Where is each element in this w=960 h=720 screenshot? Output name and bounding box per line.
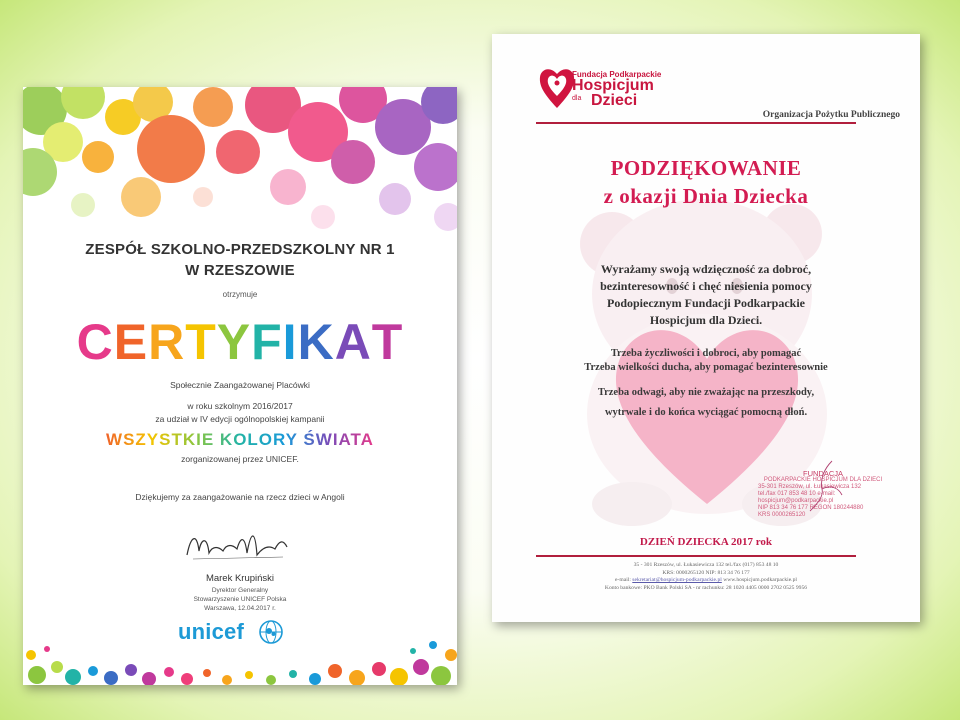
stamp-line: tel./fax 017 853 48 10 e-mail: hospicjum@podkarpackie.pl: [758, 491, 836, 504]
title-letter: E: [113, 314, 149, 370]
contact-bank-account: Konto bankowe: PKO Bank Polski SA - nr rachunku: 28 1020 4405 0000 2702 0525 9956: [604, 584, 808, 591]
email-prefix: e-mail:: [615, 577, 633, 583]
signer-role: Dyrektor Generalny: [211, 587, 269, 594]
quote-line: wytrwale i do końca wyciągać pomocną dłoń.: [604, 407, 808, 418]
title-letter: F: [251, 314, 283, 370]
logo-dla: dla: [572, 95, 582, 102]
contact-registration: KRS: 0000265120 NIP: 813 34 76 177: [662, 569, 750, 576]
title-letter: C: [76, 314, 114, 370]
stamp-title: FUNDACJA: [802, 469, 843, 478]
hospice-thank-you-letter: [492, 34, 920, 622]
organization-type: Organizacja Pożytku Publicznego: [762, 110, 900, 120]
signer-name: Marek Krupiński: [205, 573, 275, 584]
email-link[interactable]: sekretariat@hospicjum-podkarpackie.pl: [632, 577, 722, 583]
letter-title: [516, 154, 896, 210]
title-letter: R: [148, 314, 186, 370]
signer-org: Stowarzyszenie UNICEF Polska: [193, 596, 287, 603]
quote-line: Trzeba odwagi, aby nie zważając na przeszkody,: [597, 387, 815, 398]
contact-address: 35 - 301 Rzeszów, ul. Łukasiewicza 132 tel./fax (017) 853 48 10: [633, 562, 779, 568]
body-line: bezinteresowność i chęć niesienia pomocy: [600, 279, 812, 293]
stamp-line: 35-301 Rzeszów, ul. Łukasiewicza 132: [758, 484, 862, 490]
logo-dzieci: Dzieci: [591, 92, 638, 109]
certificate-title: [23, 312, 457, 372]
contact-email-line: [516, 577, 896, 585]
campaign-name: [23, 430, 457, 450]
logo-hospicjum: Hospicjum: [572, 77, 654, 94]
campaign-text: WSZYSTKIE KOLORY ŚWIATA: [106, 430, 374, 449]
stamp-line: KRS 0000265120: [758, 512, 806, 518]
quote-line: Trzeba wielkości ducha, aby pomagać bezinteresownie: [584, 362, 828, 373]
signer-place-date: Warszawa, 12.04.2017 r.: [204, 605, 276, 612]
school-name-line2: W RZESZOWIE: [185, 262, 295, 279]
letter-body: [516, 261, 896, 329]
contact-details: [516, 562, 896, 592]
footer-divider: [536, 555, 856, 557]
hospice-heart-logo-icon: [538, 64, 576, 110]
organized-by: zorganizowanej przez UNICEF.: [181, 454, 299, 464]
certificate-year-block: [23, 400, 457, 426]
quote-line: Trzeba życzliwości i dobroci, aby pomagać: [610, 348, 802, 359]
body-line: Wyrażamy swoją wdzięczność za dobroć,: [600, 262, 812, 276]
title-line1: PODZIĘKOWANIE: [610, 156, 802, 180]
colorful-dots-decoration: [23, 615, 457, 685]
school-name: [23, 239, 457, 281]
receives-label: otrzymuje: [222, 290, 258, 299]
year-line: w roku szkolnym 2016/2017: [187, 401, 293, 411]
thanks-line: Dziękujemy za zaangażowanie na rzecz dzieci w Angoli: [135, 492, 345, 502]
title-letter: Y: [216, 314, 252, 370]
title-letter: T: [185, 314, 217, 370]
unicef-certificate: [23, 87, 457, 685]
title-letter: I: [282, 314, 298, 370]
body-line: Podopiecznym Fundacji Podkarpackie: [606, 296, 805, 310]
website-link[interactable]: www.hospicjum.podkarpackie.pl: [721, 577, 797, 583]
logo-foundation-name: Fundacja Podkarpackie: [572, 70, 662, 79]
director-signature: [183, 525, 293, 565]
body-line: Hospicjum dla Dzieci.: [649, 313, 763, 327]
title-line2: z okazji Dnia Dziecka: [603, 184, 809, 208]
stamp-signature: [802, 459, 852, 514]
signer-details: [23, 586, 457, 613]
childrens-day-year: DZIEŃ DZIECKA 2017 rok: [639, 536, 773, 548]
edition-line: za udział w IV edycji ogólnopolskiej kampanii: [155, 414, 325, 424]
title-letter: A: [334, 314, 372, 370]
stamp-line: NIP 813 34 76 177 REGON 180244880: [758, 505, 864, 511]
quote-block-2: [516, 383, 896, 423]
quote-block-1: [516, 347, 896, 375]
header-divider: [536, 122, 856, 124]
unicef-logo-text: unicef: [178, 619, 244, 644]
title-letter: K: [297, 314, 335, 370]
certificate-subtitle: Społecznie Zaangażowanej Placówki: [170, 380, 310, 390]
school-name-line1: ZESPÓŁ SZKOLNO-PRZEDSZKOLNY NR 1: [85, 241, 395, 258]
title-letter: T: [371, 314, 404, 370]
stamp-line: PODKARPACKIE HOSPICJUM DLA DZIECI: [763, 477, 883, 483]
